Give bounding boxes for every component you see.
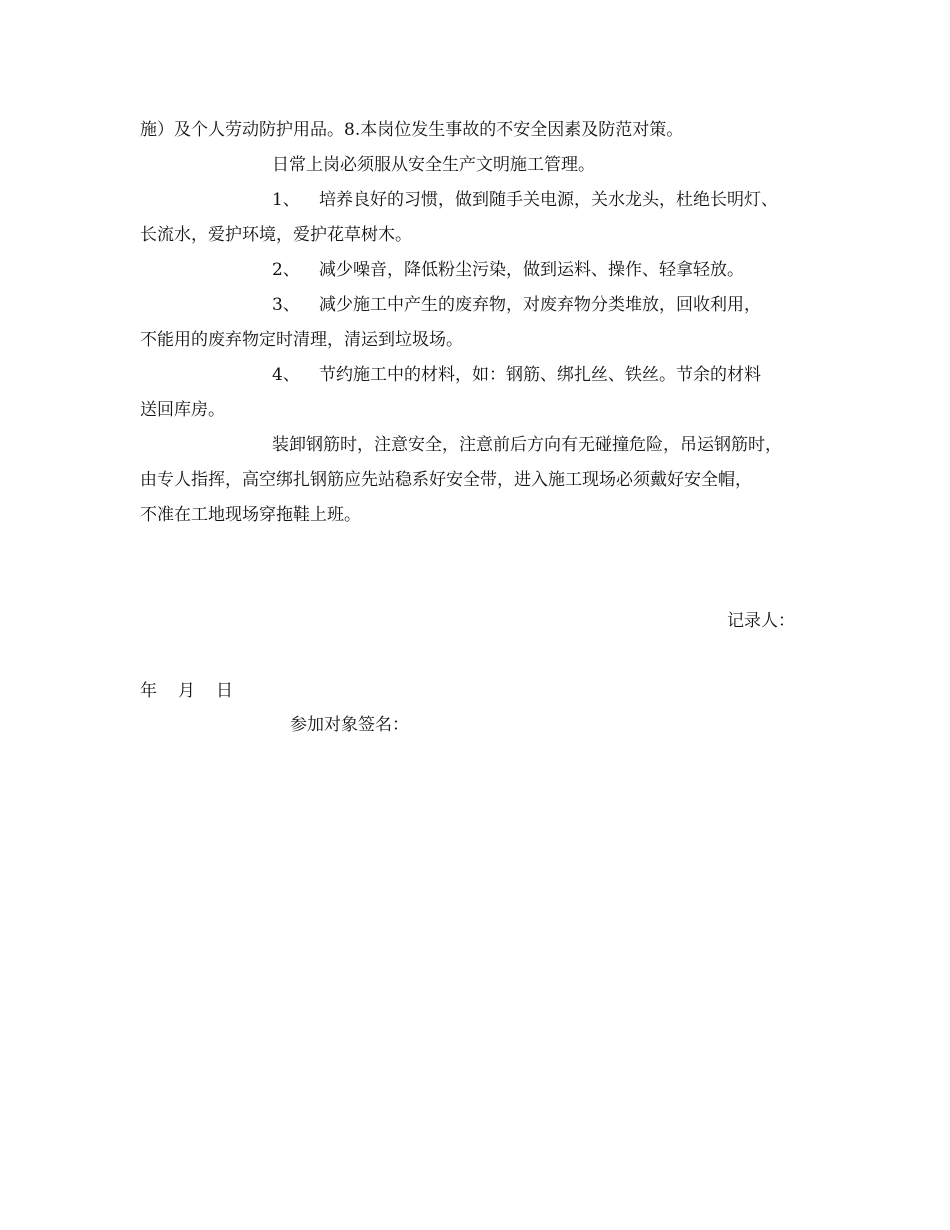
list-item-number: 1、 <box>272 190 300 210</box>
paragraph-line: 不准在工地现场穿拖鞋上班。 <box>140 505 361 525</box>
paragraph-line: 施）及个人劳动防护用品。8.本岗位发生事故的不安全因素及防范对策。 <box>140 120 684 140</box>
participants-label: 参加对象签名： <box>290 715 409 735</box>
list-item <box>272 364 761 386</box>
date-line <box>140 680 233 702</box>
list-item-number: 3、 <box>272 295 300 315</box>
list-item-number: 4、 <box>272 365 300 385</box>
date-year: 年 <box>140 681 157 701</box>
list-item-text: 减少噪音，降低粉尘污染，做到运料、操作、轻拿轻放。 <box>319 260 744 280</box>
paragraph-line: 装卸钢筋时，注意安全，注意前后方向有无碰撞危险，吊运钢筋时， <box>272 435 782 455</box>
list-item-text: 节约施工中的材料，如：钢筋、绑扎丝、铁丝。节余的材料 <box>319 365 761 385</box>
list-item-continuation: 不能用的废弃物定时清理，清运到垃圾场。 <box>140 330 463 350</box>
list-item-number: 2、 <box>272 260 300 280</box>
paragraph-line: 由专人指挥，高空绑扎钢筋应先站稳系好安全带，进入施工现场必须戴好安全帽， <box>140 470 752 490</box>
recorder-label: 记录人： <box>727 611 795 631</box>
date-day: 日 <box>216 681 233 701</box>
list-item-continuation: 送回库房。 <box>140 400 225 420</box>
list-item-text: 减少施工中产生的废弃物，对废弃物分类堆放，回收利用， <box>319 295 761 315</box>
list-item-text: 培养良好的习惯，做到随手关电源，关水龙头，杜绝长明灯、 <box>319 190 778 210</box>
section-heading: 日常上岗必须服从安全生产文明施工管理。 <box>272 155 595 175</box>
list-item <box>272 259 744 281</box>
list-item <box>272 189 778 211</box>
list-item-continuation: 长流水，爱护环境，爱护花草树木。 <box>140 225 412 245</box>
list-item <box>272 294 761 316</box>
date-month: 月 <box>178 681 195 701</box>
